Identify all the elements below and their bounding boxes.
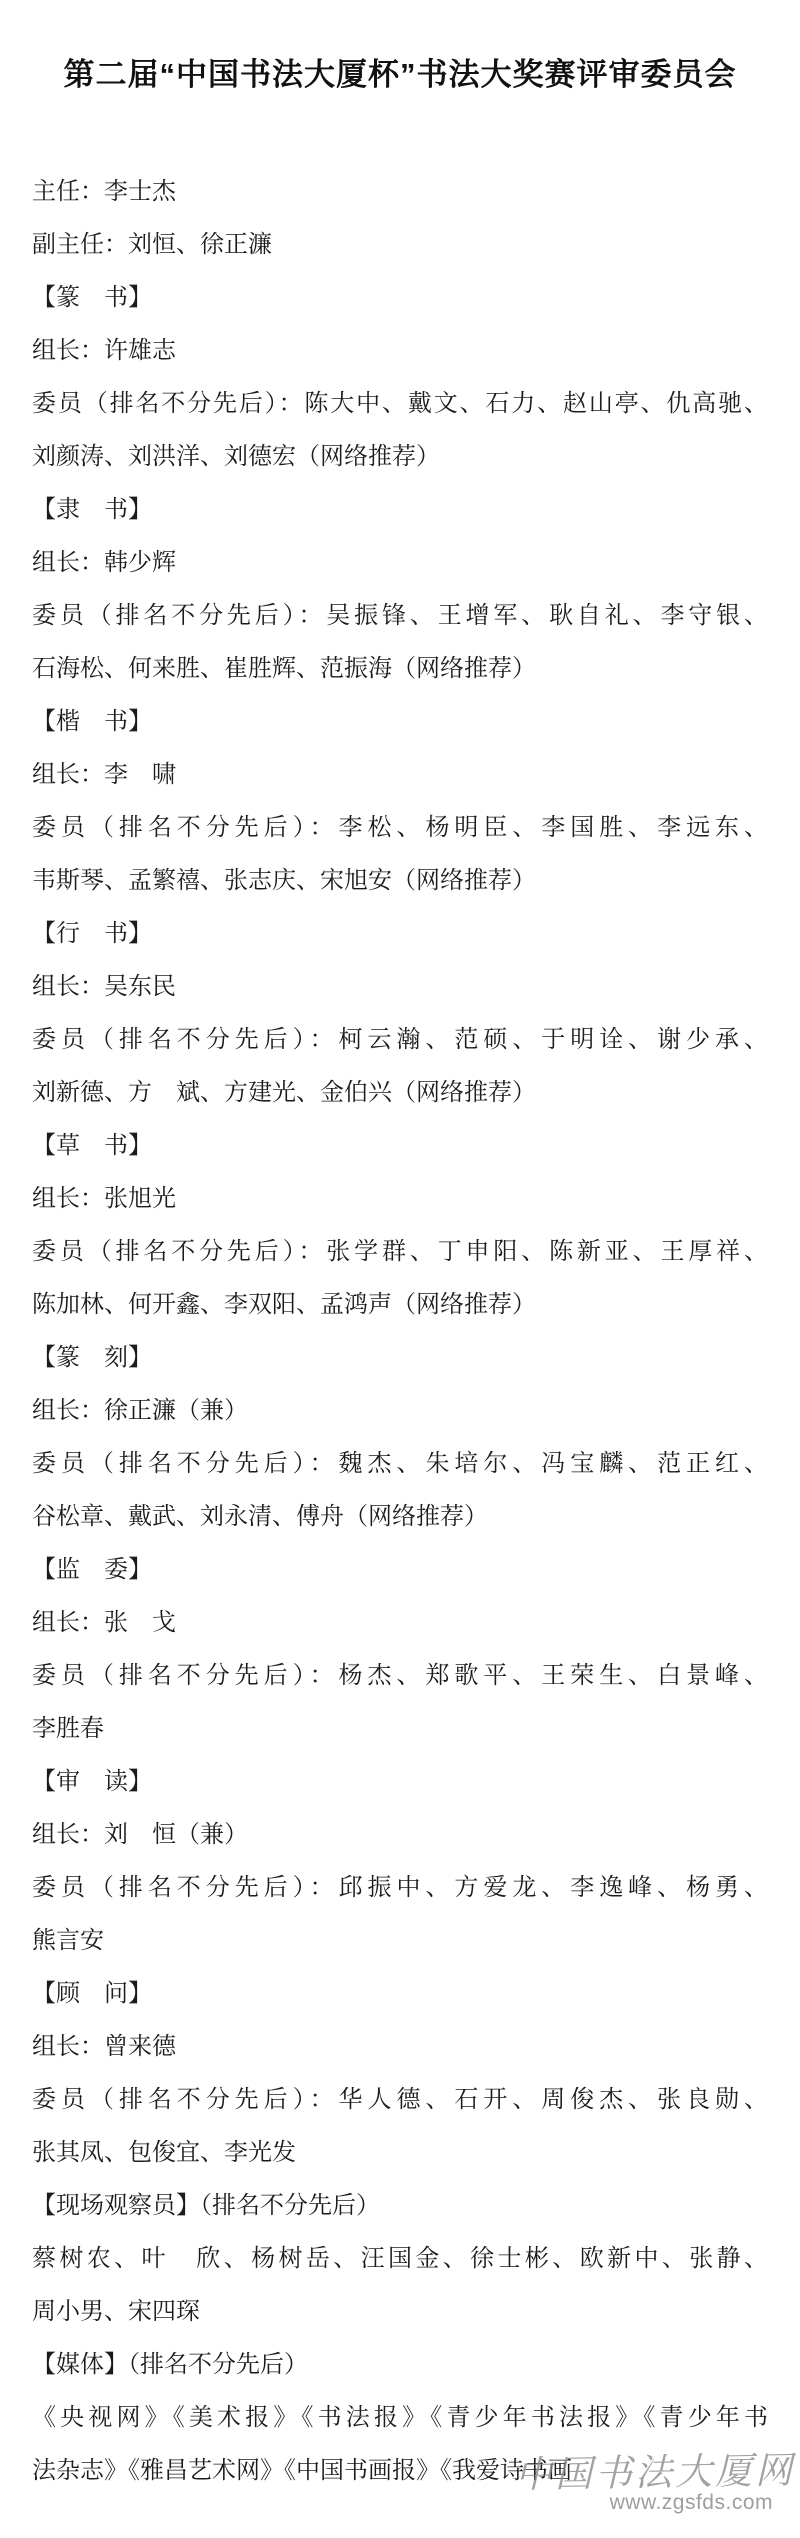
section-header-caoshu: 【草 书】 (32, 1132, 152, 1159)
leader-line: 组长：张旭光 (32, 1185, 176, 1212)
observers-line: 蔡树农、叶 欣、杨树岳、汪国金、徐士彬、欧新中、张静、 (32, 2245, 768, 2272)
chairman-line: 主任：李士杰 (32, 178, 176, 205)
leader-line: 组长：刘 恒（兼） (32, 1821, 248, 1848)
members-line: 委员（排名不分先后）：华人德、石开、周俊杰、张良勋、 (32, 2086, 768, 2113)
observers-line: 周小男、宋四琛 (32, 2298, 200, 2325)
members-line: 李胜春 (32, 1715, 104, 1742)
members-line: 石海松、何来胜、崔胜辉、范振海（网络推荐） (32, 655, 536, 682)
media-line: 法杂志》《雅昌艺术网》《中国书画报》《我爱诗书画 (32, 2457, 572, 2484)
members-line: 委员（排名不分先后）：李松、杨明臣、李国胜、李远东、 (32, 814, 768, 841)
section-header-lishu: 【隶 书】 (32, 496, 152, 523)
members-line: 刘新德、方 斌、方建光、金伯兴（网络推荐） (32, 1079, 536, 1106)
leader-line: 组长：吴东民 (32, 973, 176, 1000)
section-header-xingshu: 【行 书】 (32, 920, 152, 947)
leader-line: 组长：张 戈 (32, 1609, 176, 1636)
members-line: 委员（排名不分先后）：吴振锋、王增军、耿自礼、李守银、 (32, 602, 768, 629)
members-line: 熊言安 (32, 1927, 104, 1954)
observers-header: 【现场观察员】（排名不分先后） (32, 2192, 380, 2219)
members-line: 刘颜涛、刘洪洋、刘德宏（网络推荐） (32, 443, 440, 470)
document-title: 第二届“中国书法大厦杯”书法大奖赛评审委员会 (63, 57, 737, 92)
members-line: 张其凤、包俊宜、李光发 (32, 2139, 296, 2166)
section-header-zhuanke: 【篆 刻】 (32, 1344, 152, 1371)
section-header-zhuanshu: 【篆 书】 (32, 284, 152, 311)
members-line: 委员（排名不分先后）：邱振中、方爱龙、李逸峰、杨勇、 (32, 1874, 768, 1901)
members-line: 委员（排名不分先后）：魏杰、朱培尔、冯宝麟、范正红、 (32, 1450, 768, 1477)
leader-line: 组长：韩少辉 (32, 549, 176, 576)
media-line: 《央视网》《美术报》《书法报》《青少年书法报》《青少年书 (32, 2404, 768, 2431)
members-line: 韦斯琴、孟繁禧、张志庆、宋旭安（网络推荐） (32, 867, 536, 894)
members-line: 委员（排名不分先后）：杨杰、郑歌平、王荣生、白景峰、 (32, 1662, 768, 1689)
members-line: 委员（排名不分先后）：张学群、丁申阳、陈新亚、王厚祥、 (32, 1238, 768, 1265)
leader-line: 组长：曾来德 (32, 2033, 176, 2060)
section-header-shendu: 【审 读】 (32, 1768, 152, 1795)
leader-line: 组长：许雄志 (32, 337, 176, 364)
watermark-url: www.zgsfds.com (609, 2491, 773, 2514)
members-line: 委员（排名不分先后）：柯云瀚、范硕、于明诠、谢少承、 (32, 1026, 768, 1053)
members-line: 委员（排名不分先后）：陈大中、戴文、石力、赵山亭、仇高驰、 (32, 390, 768, 417)
members-line: 陈加林、何开鑫、李双阳、孟鸿声（网络推荐） (32, 1291, 536, 1318)
leader-line: 组长：徐正濂（兼） (32, 1397, 248, 1424)
watermark-logo: 中国书法大厦网 (514, 2449, 796, 2496)
leader-line: 组长：李 啸 (32, 761, 176, 788)
section-header-guwen: 【顾 问】 (32, 1980, 152, 2007)
section-header-jianwei: 【监 委】 (32, 1556, 152, 1583)
vice-chairman-line: 副主任：刘恒、徐正濂 (32, 231, 272, 258)
members-line: 谷松章、戴武、刘永清、傅舟（网络推荐） (32, 1503, 488, 1530)
section-header-kaishu: 【楷 书】 (32, 708, 152, 735)
media-header: 【媒体】（排名不分先后） (32, 2351, 308, 2378)
document-body (32, 165, 768, 2497)
